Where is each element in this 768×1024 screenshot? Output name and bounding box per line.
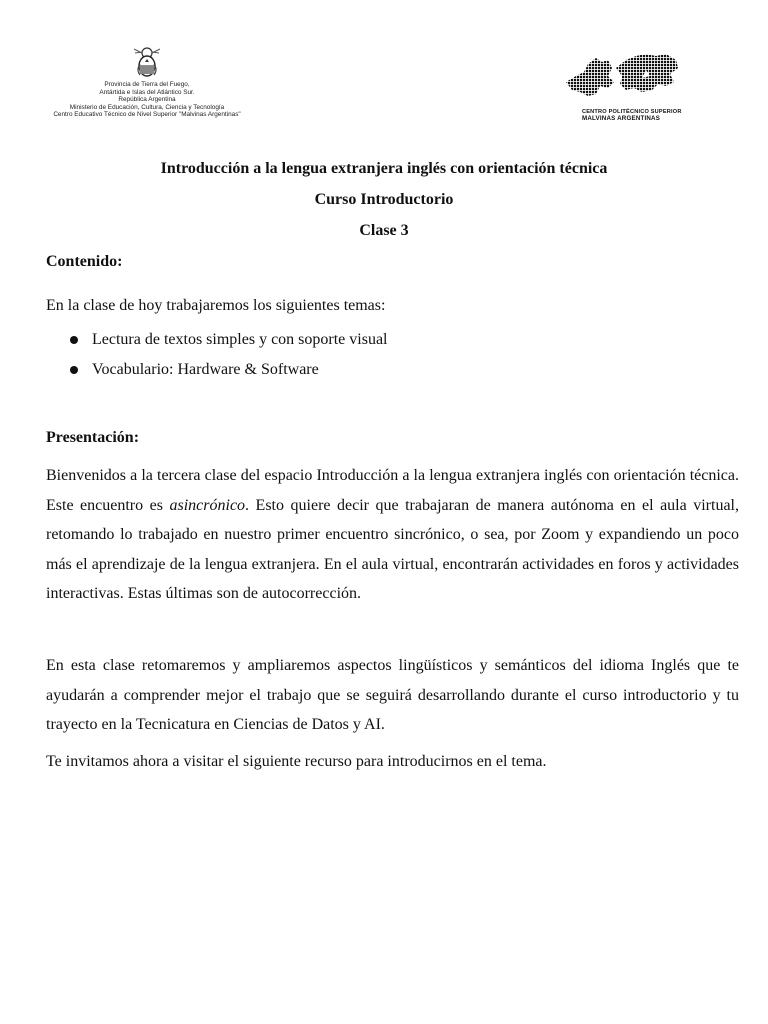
institution-header	[52, 44, 242, 119]
presentation-paragraph-3: Te invitamos ahora a visitar el siguiente recurso para introducirnos en el tema.	[46, 753, 547, 770]
logo-text-top: CENTRO POLITÉCNICO SUPERIOR	[582, 109, 682, 115]
paragraph-text: . Esto quiere decir que trabajaran de manera autónoma en el aula virtual, retomando lo trabajado en nuestro primer encuentro sincrónico, o sea, por Zoom y expandiendo un poco más el aprendizaje de la lengua extranjera. En el aula virtual, encontrarán actividades en foros y actividades interactivas. Estas últimas son de autocorrección.	[46, 496, 739, 602]
list-item: Lectura de textos simples y con soporte visual	[68, 330, 387, 360]
presentation-paragraph-1	[46, 461, 739, 609]
course-title: Introducción a la lengua extranjera inglés con orientación técnica	[160, 160, 608, 177]
lesson-title: Clase 3	[359, 222, 409, 239]
paragraph-text: Bienvenidos a la tercera clase del espacio Introducción a la lengua extranjera inglés con orientación técnica. Este encuentro es	[46, 467, 739, 514]
emphasized-text: asincrónico	[169, 496, 246, 514]
institution-line: Antártida e Islas del Atlántico Sur.	[99, 88, 195, 96]
institution-line: Ministerio de Educación, Cultura, Ciencia y Tecnología	[69, 103, 225, 111]
coat-of-arms-icon	[130, 44, 164, 78]
institution-line: Provincia de Tierra del Fuego,	[104, 81, 190, 88]
list-item: Vocabulario: Hardware & Software	[68, 360, 387, 390]
contenido-intro: En la clase de hoy trabajaremos los siguientes temas:	[46, 297, 386, 314]
logo-text-bottom: MALVINAS ARGENTINAS	[582, 115, 661, 122]
presentation-paragraph-2: En esta clase retomaremos y ampliaremos aspectos lingüísticos y semánticos del idioma Inglés que te ayudarán a comprender mejor el trabajo que se seguirá desarrollando durante el curso introductorio y tu trayecto en la Tecnicatura en Ciencias de Datos y AI.	[46, 657, 739, 733]
presentacion-heading: Presentación:	[46, 429, 140, 446]
islands-map-icon	[562, 46, 682, 104]
contenido-heading: Contenido:	[46, 253, 123, 270]
school-logo	[562, 46, 682, 122]
course-subtitle: Curso Introductorio	[314, 191, 454, 208]
institution-line: República Argentina	[118, 96, 176, 104]
institution-line: Centro Educativo Técnico de Nivel Superior "Malvinas Argentinas"	[53, 111, 241, 119]
topics-list	[68, 330, 387, 390]
